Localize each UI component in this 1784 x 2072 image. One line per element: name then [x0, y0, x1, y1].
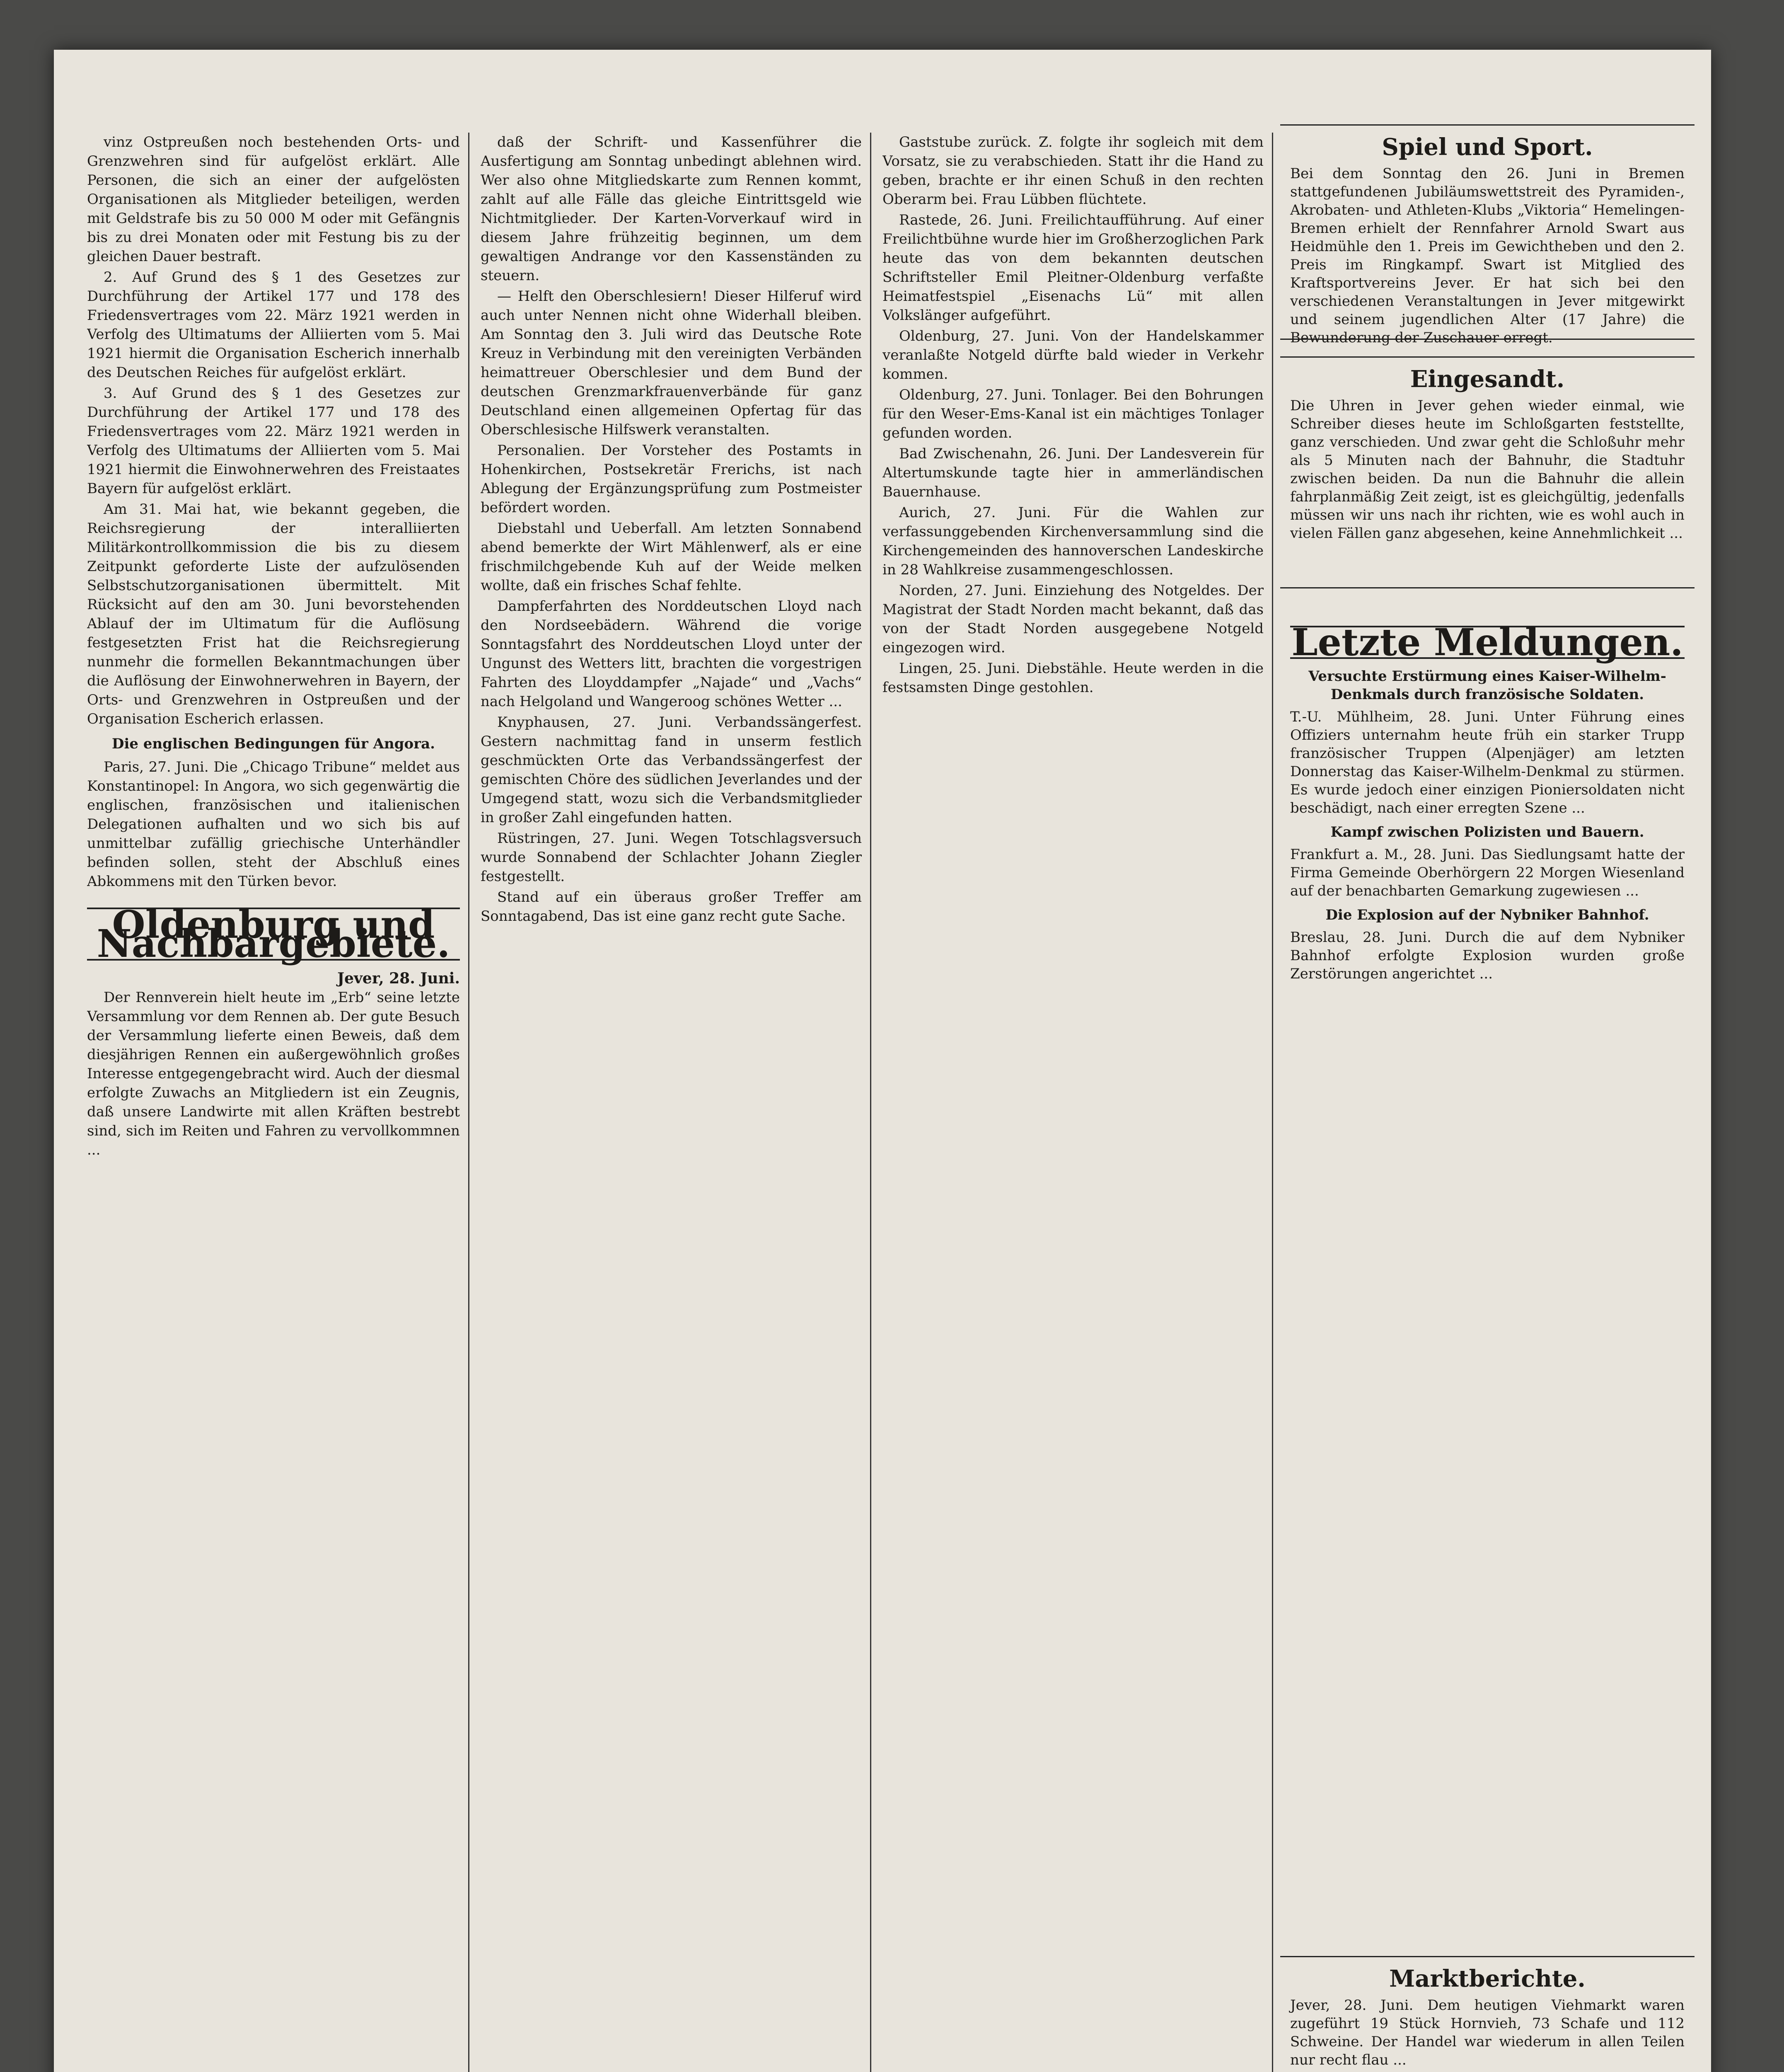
col3-paragraph: Aurich, 27. Juni. Für die Wahlen zur verfassunggebenden Kirchenversammlung sind die Kirchengemeinden des hannoverschen Landeskirche in 28 Wahlkreise zusammengeschlossen. — [882, 504, 1264, 578]
markt-heading: Marktberichte. — [1389, 1965, 1586, 1992]
col3-paragraph: Lingen, 25. Juni. Diebstähle. Heute werden in die festsamsten Dinge gestohlen. — [882, 660, 1264, 696]
col2-paragraph: Knyphausen, 27. Juni. Verbandssängerfest. Gestern nachmittag fand in unserm festlich geschmückten Orte das Verbandssängerfest der gemischten Chöre des südlichen Jeverlandes und der Umgegend statt, wozu sich die Verbandsmitglieder in großer Zahl eingefunden hatten. — [481, 714, 862, 826]
newspaper-page — [54, 50, 1711, 2072]
col1-paragraph: vinz Ostpreußen noch bestehenden Orts- und Grenzwehren sind für aufgelöst erklärt. Alle Personen, die sich an einer der aufgelösten Organisationen als Mitglieder beteiligen, werden mit Geldstrafe bis zu 50 000 M oder mit Gefängnis bis zu drei Monaten oder mit Festung bis zu der gleichen Dauer bestraft. — [87, 134, 460, 265]
sport-heading: Spiel und Sport. — [1382, 133, 1593, 161]
markt-text: Jever, 28. Juni. Dem heutigen Viehmarkt waren zugeführt 19 Stück Hornvieh, 73 Schafe und 112 Schweine. Der Handel war wiederum in allen Teilen nur recht flau ... — [1290, 1997, 1685, 2068]
col3-paragraph: Oldenburg, 27. Juni. Von der Handelskammer veranlaßte Notgeld dürfte bald wieder in Verkehr kommen. — [882, 328, 1264, 382]
letzte-heading: Letzte Meldungen. — [1290, 626, 1685, 659]
column-2 — [481, 133, 862, 2072]
sport-text: Bei dem Sonntag den 26. Juni in Bremen stattgefundenen Jubiläumswettstreit des Pyramiden-, Akrobaten- und Athleten-Klubs „Viktoria“ Hemelingen-Bremen erhielt der Rennfahrer Arnold Swart aus Heidmühle den 1. Preis im Gewichtheben und den 2. Preis im Ringkampf. Swart ist Mitglied des Kraftsportvereins Jever. Er hat sich bei den verschiedenen Veranstaltungen in Jever mitgewirkt und seinem jugendlichen Alter (17 Jahre) die Bewunderung der Zuschauer erregt. — [1290, 165, 1685, 346]
letzte-text: T.-U. Mühlheim, 28. Juni. Unter Führung eines Offiziers unternahm heute früh ein starker Trupp französischer Truppen (Alpenjäger) am letzten Donnerstag das Kaiser-Wilhelm-Denkmal zu stürmen. Es wurde jedoch einer einzigen Pioniersoldaten nicht beschädigt, nach einer erregten Szene ... — [1290, 709, 1685, 816]
column-rule — [468, 133, 469, 2072]
col3-paragraph: Bad Zwischenahn, 26. Juni. Der Landesverein für Altertumskunde tagte hier in ammerländischen Bauernhause. — [882, 445, 1264, 500]
letzte-sub: Versuchte Erstürmung eines Kaiser-Wilhelm-Denkmals durch französische Soldaten. — [1308, 668, 1666, 703]
dateline: Jever, 28. Juni. — [337, 970, 460, 987]
col3-paragraph: Oldenburg, 27. Juni. Tonlager. Bei den Bohrungen für den Weser-Ems-Kanal ist ein mächtiges Tonlager gefunden worden. — [882, 387, 1264, 441]
eingesandt-box — [1280, 356, 1695, 588]
col2-paragraph: Dampferfahrten des Norddeutschen Lloyd nach den Nordseebädern. Während die vorige Sonntagsfahrt des Norddeutschen Lloyd unter der Ungunst des Wetters litt, brachten die vorgestrigen Fahrten des Lloyddampfer „Najade“ und „Vachs“ nach Helgoland und Wangeroog schönes Wetter ... — [481, 598, 862, 710]
col1-paragraph: 3. Auf Grund des § 1 des Gesetzes zur Durchführung der Artikel 177 und 178 des Friedensvertrages vom 22. März 1921 werden in Verfolg des Ultimatums der Alliierten vom 5. Mai 1921 hiermit die Einwohnerwehren des Freistaates Bayern für aufgelöst erklärt. — [87, 385, 460, 497]
eingesandt-heading: Eingesandt. — [1410, 366, 1565, 393]
col1-paragraph: Am 31. Mai hat, wie bekannt gegeben, die Reichsregierung der interalliierten Militärkontrollkommission die bis zu diesem Zeitpunkt geforderte Liste der aufzulösenden Selbstschutzorganisationen übermittelt. Mit Rücksicht auf den am 30. Juni bevorstehenden Ablauf der im Ultimatum für die Auflösung festgesetzten Frist hat die Reichsregierung nunmehr die formellen Bekanntmachungen über die Auflösung der Einwohnerwehren in Bayern, der Orts- und Grenzwehren in Ostpreußen und der Organisation Escherich erlassen. — [87, 501, 460, 727]
col3-paragraph: Rastede, 26. Juni. Freilichtaufführung. Auf einer Freilichtbühne wurde hier im Großherzoglichen Park heute das von dem bekannten deutschen Schriftsteller Emil Pleitner-Oldenburg verfaßte Heimatfestspiel „Eisenachs Lü“ mit allen Volkslänger aufgeführt. — [882, 212, 1264, 324]
col3-paragraph: Gaststube zurück. Z. folgte ihr sogleich mit dem Vorsatz, sie zu verabschieden. Statt ihr die Hand zu geben, brachte er ihr einen Schuß in den rechten Oberarm bei. Frau Lübben flüchtete. — [882, 134, 1264, 208]
letzte-sub: Kampf zwischen Polizisten und Bauern. — [1330, 824, 1644, 840]
column-3 — [882, 133, 1264, 2072]
letzte-box — [1280, 605, 1695, 1931]
col1-paragraph: Paris, 27. Juni. Die „Chicago Tribune“ meldet aus Konstantinopel: In Angora, wo sich gegenwärtig die englischen, französischen und italienischen Delegationen aufhalten und wo sich bis auf unmittelbar zufällig griechische Unterhändler befinden sollen, steht der Abschluß eines Abkommens mit den Türken bevor. — [87, 759, 460, 890]
section-heading-oldenburg: Oldenburg und Nachbargebiete. — [87, 908, 460, 961]
col1-paragraph: 2. Auf Grund des § 1 des Gesetzes zur Durchführung der Artikel 177 und 178 des Friedensvertrages vom 22. März 1921 werden in Verfolg des Ultimatums der Alliierten vom 5. Mai 1921 hiermit die Organisation Escherich innerhalb des Deutschen Reiches für aufgelöst erklärt. — [87, 269, 460, 381]
column-1 — [87, 133, 460, 2072]
letzte-sub: Die Explosion auf der Nybniker Bahnhof. — [1325, 907, 1649, 923]
column-4 — [1280, 124, 1695, 2072]
col2-paragraph: Rüstringen, 27. Juni. Wegen Totschlagsversuch wurde Sonnabend der Schlachter Johann Ziegler festgestellt. — [481, 830, 862, 885]
col1-subheading: Die englischen Bedingungen für Angora. — [112, 736, 435, 752]
col2-paragraph: — Helft den Oberschlesiern! Dieser Hilferuf wird auch unter Nennen nicht ohne Widerhall bleiben. Am Sonntag den 3. Juli wird das Deutsche Rote Kreuz in Verbindung mit den vereinigten Verbänden heimattreuer Oberschlesier und dem Bund der deutschen Grenzmarkfrauenverbände für ganz Deutschland einen allgemeinen Opfertag für das Oberschlesische Hilfswerk veranstalten. — [481, 288, 862, 438]
eingesandt-text: Die Uhren in Jever gehen wieder einmal, wie Schreiber dieses heute im Schloßgarten feststellte, ganz verschieden. Und zwar geht die Schloßuhr mehr als 5 Minuten nach der Bahnuhr, die Stadtuhr zwischen beiden. Da nun die Bahnuhr die allein fahrplanmäßig Zeit zeigt, ist es gleichgültig, jedenfalls müssen wir uns nach ihr richten, wie es wohl auch in vielen Fällen ganz abgesehen, keine Annehmlichkeit ... — [1290, 397, 1685, 542]
column-rule — [1272, 133, 1273, 2072]
letzte-text: Frankfurt a. M., 28. Juni. Das Siedlungsamt hatte der Firma Gemeinde Oberhörgern 22 Morgen Wiesenland auf der benachbarten Gemarkung zugewiesen ... — [1290, 846, 1685, 899]
col2-paragraph: Personalien. Der Vorsteher des Postamts in Hohenkirchen, Postsekretär Frerichs, ist nach Ablegung der Ergänzungsprüfung zum Postmeister befördert worden. — [481, 442, 862, 516]
sport-box — [1280, 124, 1695, 346]
col2-paragraph: daß der Schrift- und Kassenführer die Ausfertigung am Sonntag unbedingt ablehnen wird. Wer also ohne Mitgliedskarte zum Rennen kommt, zahlt auf alle Fälle das gleiche Eintrittsgeld wie Nichtmitglieder. Der Karten-Vorverkauf wird in diesem Jahre frühzeitig beginnen, um dem gewaltigen Andrange vor den Kassenständen zu steuern. — [481, 134, 862, 284]
col1-paragraph: Der Rennverein hielt heute im „Erb“ seine letzte Versammlung vor dem Rennen ab. Der gute Besuch der Versammlung lieferte einen Beweis, daß dem diesjährigen Rennen ein außergewöhnlich großes Interesse entgegengebracht wird. Auch der diesmal erfolgte Zuwachs an Mitgliedern ist ein Zeugnis, daß unsere Landwirte mit allen Kräften bestrebt sind, sich im Reiten und Fahren zu vervollkommnen ... — [87, 989, 460, 1158]
col3-paragraph: Norden, 27. Juni. Einziehung des Notgeldes. Der Magistrat der Stadt Norden macht bekannt, daß das von der Stadt Norden ausgegebene Notgeld eingezogen wird. — [882, 582, 1264, 656]
letzte-text: Breslau, 28. Juni. Durch die auf dem Nybniker Bahnhof erfolgte Explosion wurden große Zerstörungen angerichtet ... — [1290, 929, 1685, 982]
col2-paragraph: Stand auf ein überaus großer Treffer am Sonntagabend, Das ist eine ganz recht gute Sache. — [481, 889, 862, 925]
markt-box — [1280, 1956, 1695, 2072]
col2-paragraph: Diebstahl und Ueberfall. Am letzten Sonnabend abend bemerkte der Wirt Mählenwerf, als er eine frischmilchgebende Kuh auf der Weide melken wollte, daß ein frisches Schaf fehlte. — [481, 520, 862, 594]
column-rule — [870, 133, 871, 2072]
